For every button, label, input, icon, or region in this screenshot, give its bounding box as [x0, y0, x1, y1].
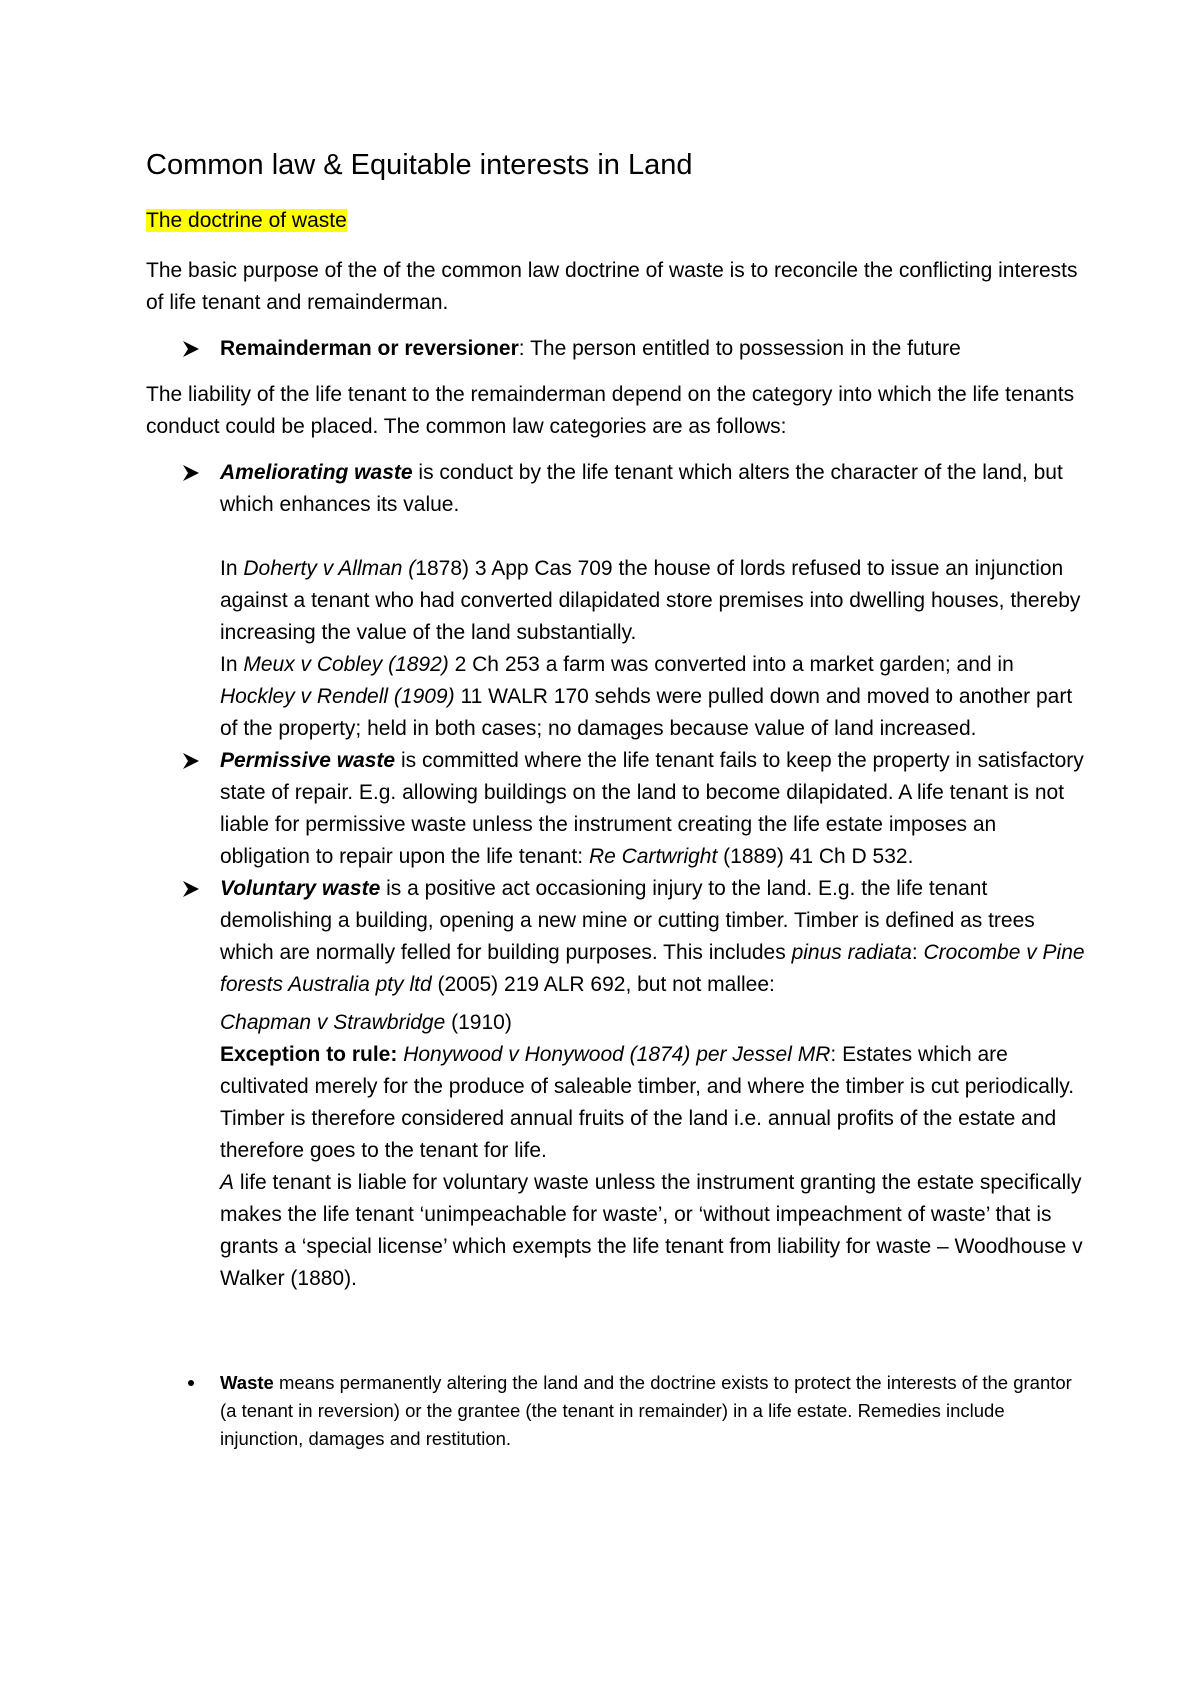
voluntary-term: Voluntary waste — [220, 876, 381, 900]
italic-a: A — [220, 1170, 235, 1194]
remainderman-definition: : The person entitled to possession in the future — [518, 336, 961, 360]
permissive-text: is committed where the life tenant fails to keep the property in satisfactory state of repair. E.g. allowing buildings on the land to become dilapidated. A life tenant is not liable for permissive waste unless the instrument creating the life estate imposes an obligation to repair upon the life tenant: — [220, 748, 1084, 868]
exception-label: Exception to rule: — [220, 1042, 398, 1066]
arrow-bullet-icon — [182, 745, 204, 777]
arrow-bullet-icon — [182, 457, 204, 489]
chapman-cite: (1910) — [445, 1010, 512, 1034]
round-bullet-icon — [188, 1380, 194, 1386]
permissive-term: Permissive waste — [220, 748, 396, 772]
meux-case-text: In Meux v Cobley (1892) 2 Ch 253 a farm was converted into a market garden; and in Hockley v Rendell (1909) 11 WALR 170 sehds were pulled down and moved to another part of the property; held in both cases; no damages because value of land increased. — [220, 652, 1073, 740]
waste-note-text: means permanently altering the land and the doctrine exists to protect the interests of the grantor (a tenant in reversion) or the grantee (the tenant in remainder) in a life estate. Remedies include injunction, damages and restitution. — [220, 1371, 1072, 1449]
crocombe-cite: (2005) 219 ALR 692, but not mallee: — [431, 972, 775, 996]
cartwright-case-name: Re Cartwright — [588, 844, 718, 868]
voluntary-text: is a positive act occasioning injury to the land. E.g. the life tenant demolishing a building, opening a new mine or cutting timber. Timber is defined as trees which are normally felled for building purposes. This includes — [220, 876, 1035, 964]
voluntary-liability-text: life tenant is liable for voluntary waste unless the instrument granting the estate specifically makes the life tenant ‘unimpeachable for waste’, or ‘without impeachment of waste’ that is grants a ‘special license’ which exempts the life tenant from liability for waste – Woodhouse v Walker (1880). — [220, 1170, 1083, 1290]
waste-note-item — [146, 1369, 1090, 1453]
arrow-bullet-icon — [182, 873, 204, 905]
doherty-case-text: In Doherty v Allman (1878) 3 App Cas 709 the house of lords refused to issue an injunction against a tenant who had converted dilapidated store premises into dwelling houses, thereby increasing the value of the land substantially. — [220, 556, 1081, 644]
chapman-case-name: Chapman v Strawbridge — [220, 1010, 446, 1034]
cartwright-cite: (1889) 41 Ch D 532. — [717, 844, 914, 868]
arrow-bullet-icon — [182, 333, 204, 365]
intro-paragraph: The basic purpose of the of the common law doctrine of waste is to reconcile the conflicting interests of life tenant and remainderman. — [146, 258, 1078, 314]
crocombe-case-name: Crocombe v Pine forests Australia pty ltd — [220, 940, 1085, 996]
doherty-case-name: Doherty v Allman ( — [243, 556, 416, 580]
ameliorating-term: Ameliorating waste — [220, 460, 413, 484]
exception-text: : Estates which are cultivated merely for the produce of saleable timber, and where the timber is cut periodically. Timber is therefore considered annual fruits of the land i.e. annual profits of the estate and therefore goes to the tenant for life. — [220, 1042, 1075, 1162]
highlighted-heading: The doctrine of waste — [146, 208, 347, 232]
remainderman-term: Remainderman or reversioner — [220, 336, 519, 360]
liability-paragraph: The liability of the life tenant to the remainderman depend on the category into which the life tenants conduct could be placed. The common law categories are as follows: — [146, 382, 1075, 438]
section-heading — [146, 205, 1090, 237]
meux-case-name: Meux v Cobley (1892) — [243, 652, 449, 676]
pinus-radiata: pinus radiata — [791, 940, 912, 964]
page-title: Common law & Equitable interests in Land — [146, 149, 693, 181]
permissive-waste-item — [146, 745, 1090, 873]
ameliorating-text: is conduct by the life tenant which alters the character of the land, but which enhances its value. — [220, 460, 1063, 516]
hockley-case-name: Hockley v Rendell (1909) — [220, 684, 455, 708]
remainderman-item — [146, 333, 1090, 365]
waste-note-term: Waste — [220, 1371, 274, 1393]
voluntary-waste-item: Voluntary waste is a positive act occasioning injury to the land. E.g. the life tenant demolishing a building, opening a new mine or cutting timber. Timber is defined as trees which are normally felled for building purposes. This includes pinus radiata: Crocombe v Pine forests Australia pty ltd (2005) 219 ALR 692, but not mallee: Chapman v Strawbridge (1910) Exception to rule: Honywood v Honywood (1874) per Jessel MR: Estates which are cultivated merely for the produce of saleable timber, and where the timber is cut periodically. Timber is therefore considered annual fruits of the land i.e. annual profits of the estate and therefore goes to the tenant for life. A life tenant is liable for voluntary waste unless the instrument granting the estate specifically makes the life tenant ‘unimpeachable for waste’, or ‘without impeachment of waste’ that is grants a ‘special license’ which exempts the life tenant from liability for waste – Woodhouse v Walker (1880). — [146, 873, 1090, 1295]
ameliorating-waste-item — [146, 457, 1090, 745]
honywood-case-name: Honywood v Honywood (1874) per Jessel MR — [397, 1042, 831, 1066]
